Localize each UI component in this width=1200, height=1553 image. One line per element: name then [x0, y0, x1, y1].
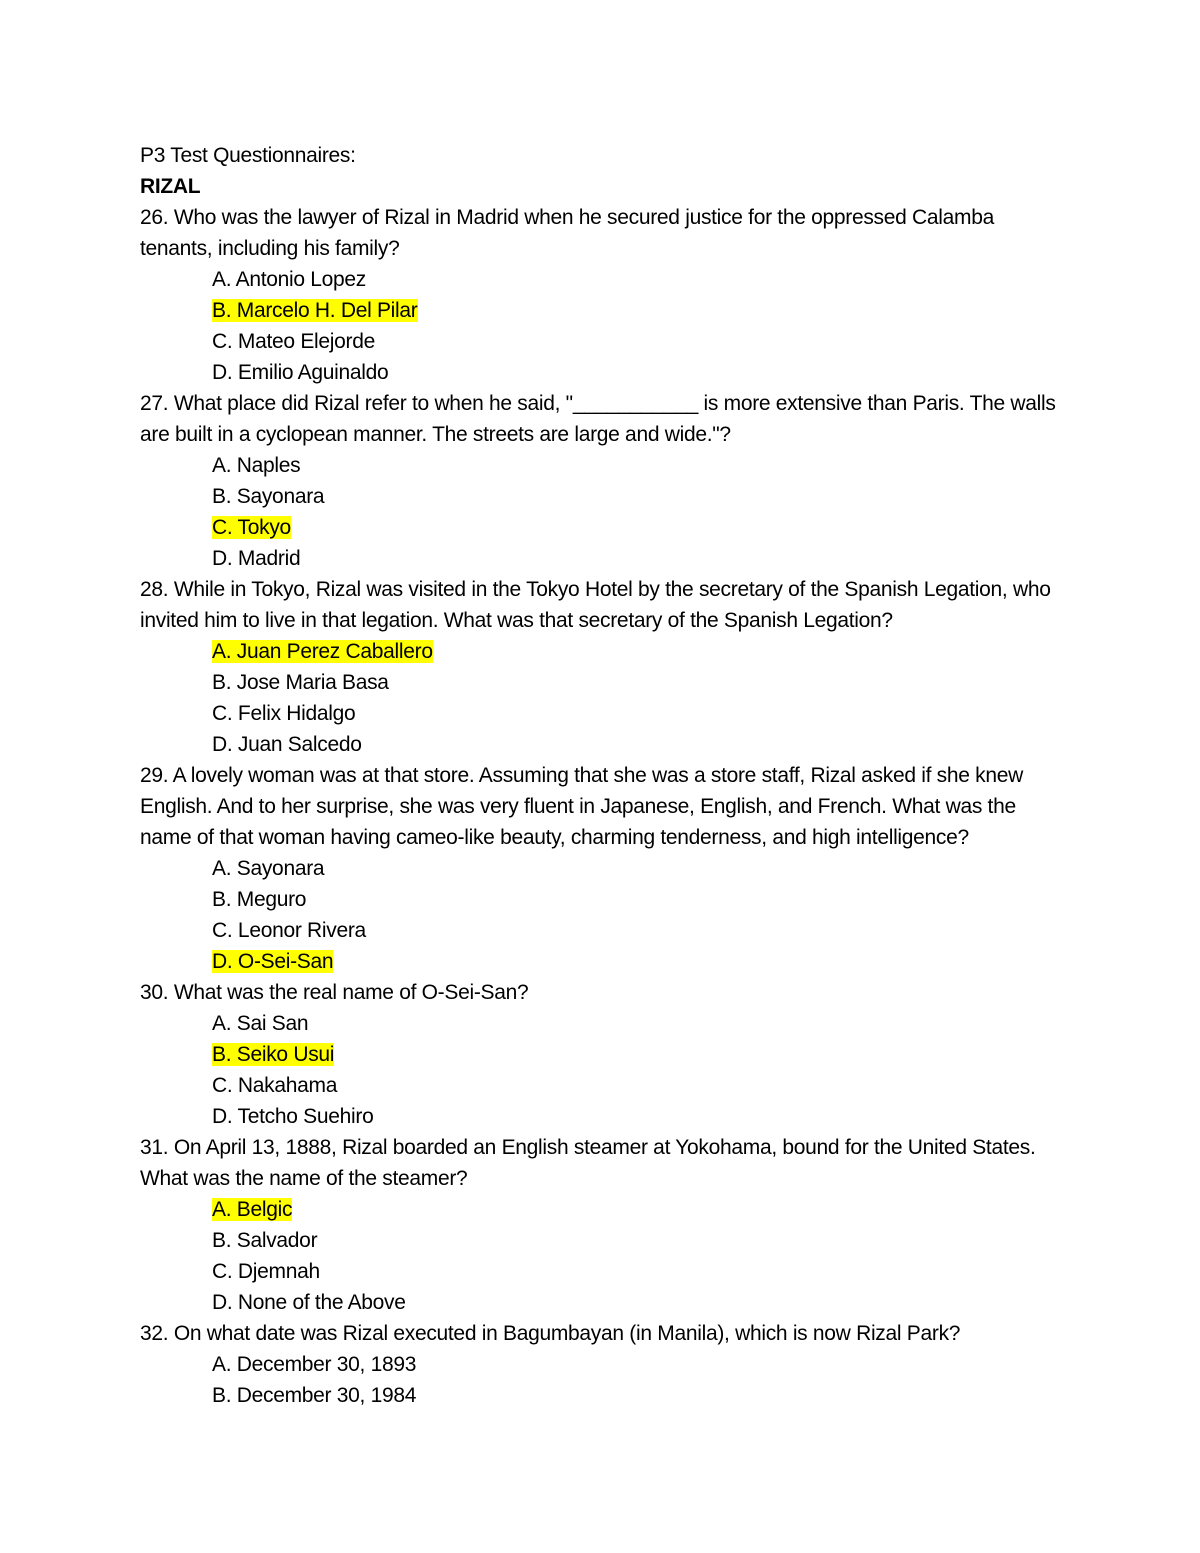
option-text-highlighted: D. O-Sei-San: [212, 950, 334, 973]
option-text-highlighted: A. Juan Perez Caballero: [212, 640, 433, 663]
option-c: [212, 1256, 1070, 1287]
options-list: [140, 636, 1070, 760]
question-block-27: [140, 388, 1070, 574]
options-list: [140, 264, 1070, 388]
option-text: C. Leonor Rivera: [212, 919, 366, 942]
option-a: [212, 450, 1070, 481]
option-a: [212, 853, 1070, 884]
option-b: [212, 1225, 1070, 1256]
question-text: 32. On what date was Rizal executed in Bagumbayan (in Manila), which is now Rizal Park?: [140, 1322, 961, 1345]
option-text: D. Juan Salcedo: [212, 733, 362, 756]
option-c: [212, 698, 1070, 729]
question-block-28: [140, 574, 1070, 760]
option-text: B. December 30, 1984: [212, 1384, 417, 1407]
option-text-highlighted: B. Seiko Usui: [212, 1043, 335, 1066]
option-d: [212, 729, 1070, 760]
option-b-correct: [212, 295, 1070, 326]
options-list: [140, 1008, 1070, 1132]
option-a: [212, 1008, 1070, 1039]
question-block-29: [140, 760, 1070, 977]
options-list: [140, 1194, 1070, 1318]
option-text: D. Emilio Aguinaldo: [212, 361, 389, 384]
option-c: [212, 1070, 1070, 1101]
question-text: 27. What place did Rizal refer to when he said, "___________ is more extensive than Paris. The walls are built in a cyclopean manner. The streets are large and wide."?: [140, 392, 1056, 446]
option-b-correct: [212, 1039, 1070, 1070]
option-text-highlighted: C. Tokyo: [212, 516, 291, 539]
question-text: 26. Who was the lawyer of Rizal in Madrid when he secured justice for the oppressed Calamba tenants, including his family?: [140, 206, 994, 260]
option-b: [212, 1380, 1070, 1411]
option-d: [212, 357, 1070, 388]
option-text: A. December 30, 1893: [212, 1353, 417, 1376]
question-text: 28. While in Tokyo, Rizal was visited in the Tokyo Hotel by the secretary of the Spanish Legation, who invited him to live in that legation. What was that secretary of the Spanish Legation?: [140, 578, 1051, 632]
section-title: RIZAL: [140, 175, 201, 198]
option-a: [212, 264, 1070, 295]
option-c-correct: [212, 512, 1070, 543]
question-block-30: [140, 977, 1070, 1132]
options-list: [140, 1349, 1070, 1411]
options-list: [140, 450, 1070, 574]
option-c: [212, 915, 1070, 946]
option-text: B. Jose Maria Basa: [212, 671, 389, 694]
question-text: 30. What was the real name of O-Sei-San?: [140, 981, 529, 1004]
option-a-correct: [212, 636, 1070, 667]
question-text: 31. On April 13, 1888, Rizal boarded an English steamer at Yokohama, bound for the United States. What was the name of the steamer?: [140, 1136, 1036, 1190]
option-text: C. Djemnah: [212, 1260, 320, 1283]
document-heading: P3 Test Questionnaires:: [140, 144, 356, 167]
option-text: B. Meguro: [212, 888, 307, 911]
option-a-correct: [212, 1194, 1070, 1225]
option-text-highlighted: A. Belgic: [212, 1198, 293, 1221]
option-text: A. Sai San: [212, 1012, 309, 1035]
option-text: C. Nakahama: [212, 1074, 338, 1097]
option-text: A. Naples: [212, 454, 301, 477]
question-block-32: [140, 1318, 1070, 1411]
option-a: [212, 1349, 1070, 1380]
option-text: D. None of the Above: [212, 1291, 406, 1314]
option-b: [212, 667, 1070, 698]
option-d: [212, 1101, 1070, 1132]
question-block-31: [140, 1132, 1070, 1318]
option-c: [212, 326, 1070, 357]
option-text: C. Felix Hidalgo: [212, 702, 356, 725]
options-list: [140, 853, 1070, 977]
option-d-correct: [212, 946, 1070, 977]
option-text: C. Mateo Elejorde: [212, 330, 375, 353]
option-text: D. Madrid: [212, 547, 301, 570]
option-d: [212, 543, 1070, 574]
option-text: B. Sayonara: [212, 485, 325, 508]
option-text: A. Sayonara: [212, 857, 325, 880]
option-text: D. Tetcho Suehiro: [212, 1105, 374, 1128]
option-b: [212, 884, 1070, 915]
option-text: A. Antonio Lopez: [212, 268, 366, 291]
option-text: B. Salvador: [212, 1229, 318, 1252]
option-d: [212, 1287, 1070, 1318]
option-text-highlighted: B. Marcelo H. Del Pilar: [212, 299, 418, 322]
question-block-26: [140, 202, 1070, 388]
question-text: 29. A lovely woman was at that store. Assuming that she was a store staff, Rizal asked if she knew English. And to her surprise, she was very fluent in Japanese, English, and French. What was the name of that woman having cameo-like beauty, charming tenderness, and high intelligence?: [140, 764, 1024, 849]
option-b: [212, 481, 1070, 512]
document-page: [140, 140, 1070, 1411]
